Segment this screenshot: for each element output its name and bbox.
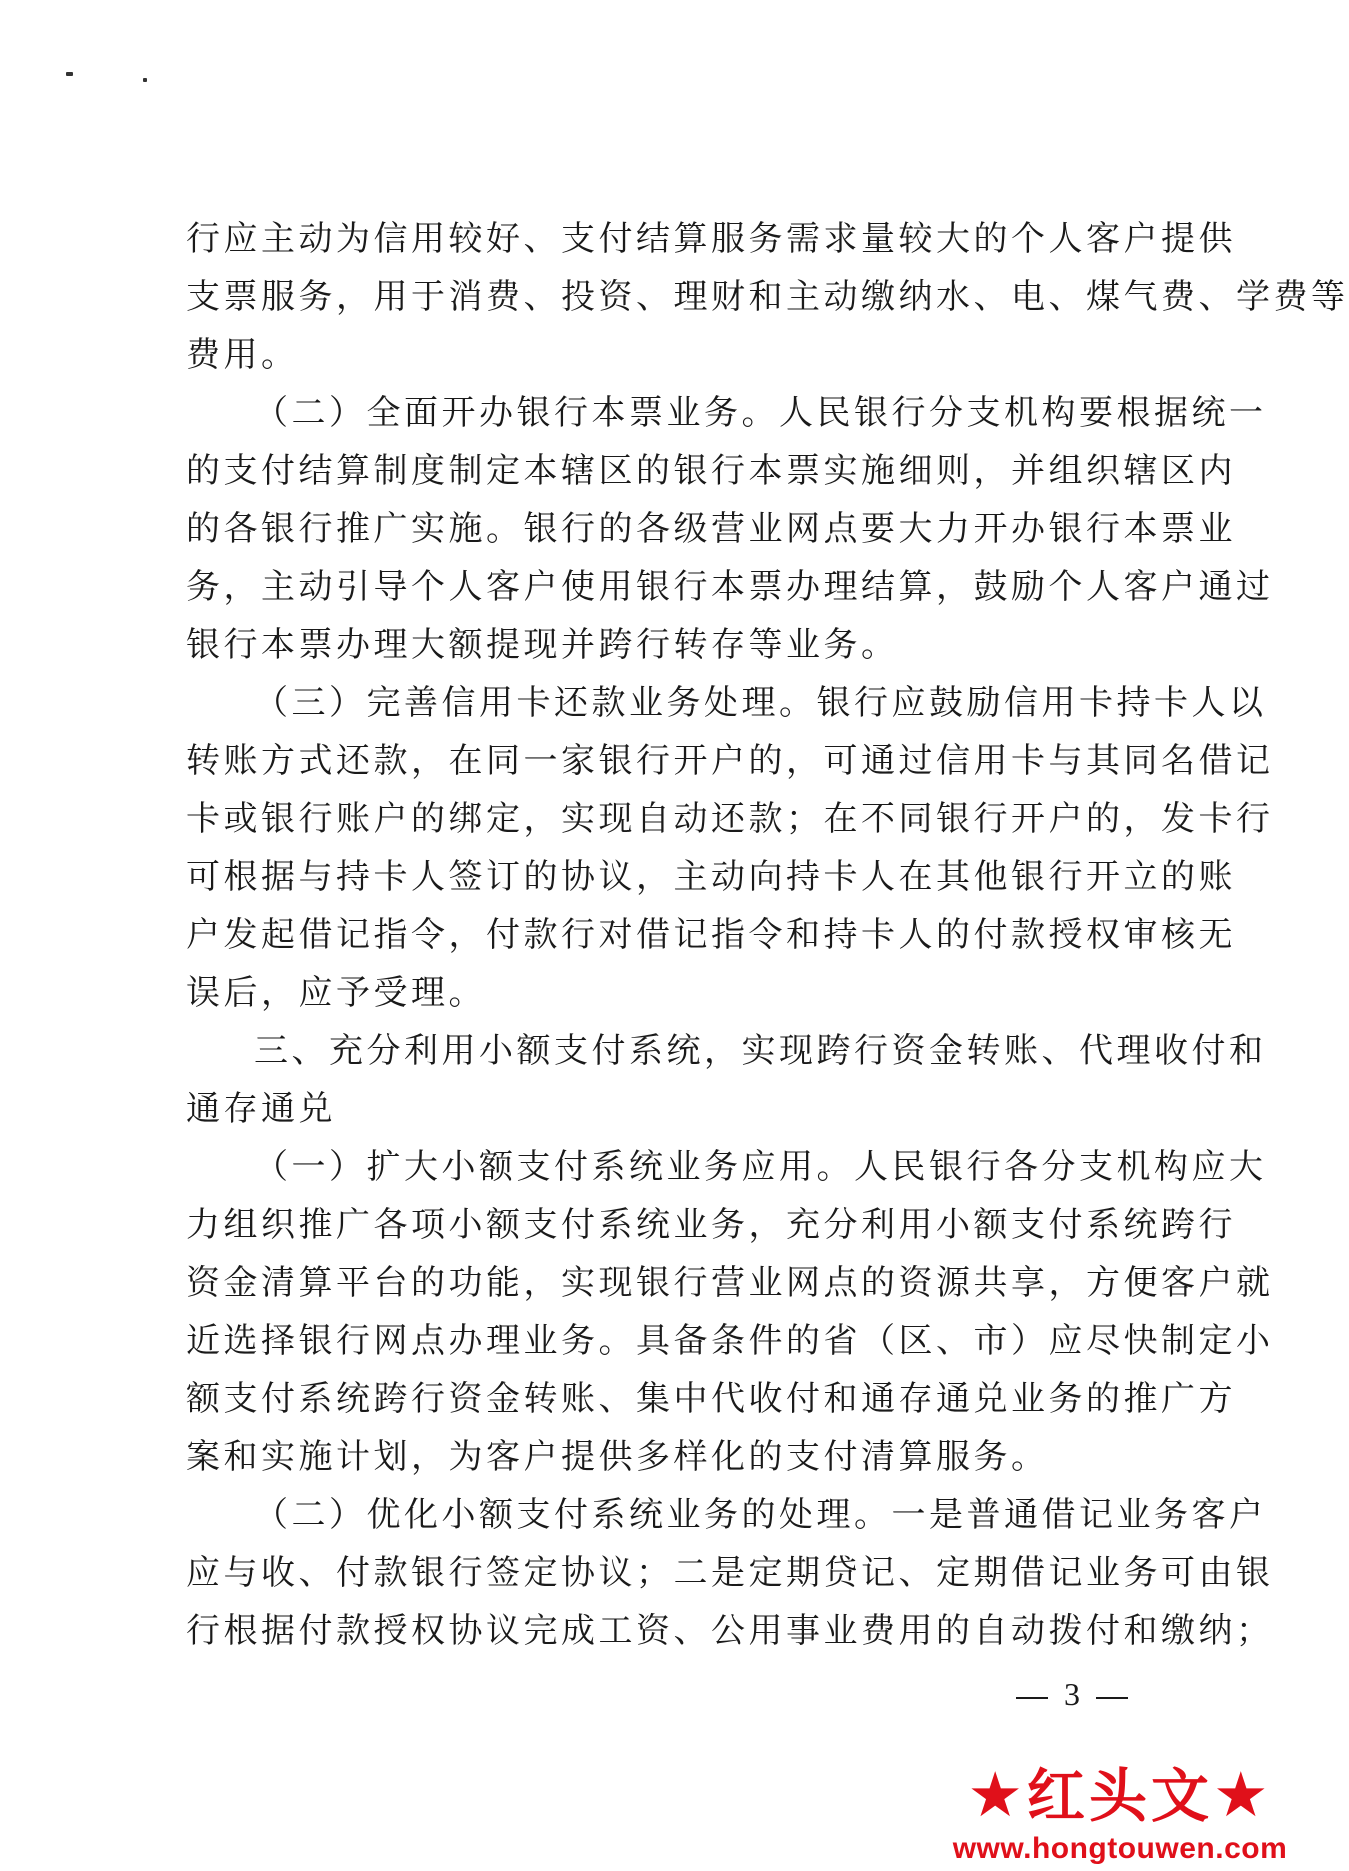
star-icon: ★ (1213, 1758, 1273, 1831)
paragraph (186, 674, 1274, 1022)
dash-left (1016, 1697, 1048, 1699)
text-line: （二）全面开办银行本票业务。人民银行分支机构要根据统一 (254, 393, 1267, 433)
watermark-brand: 红头文 (1026, 1762, 1213, 1830)
watermark-url: www.hongtouwen.com (952, 1832, 1288, 1865)
text-line: 近选择银行网点办理业务。具备条件的省（区、市）应尽快制定小 (186, 1321, 1274, 1361)
dash-right (1096, 1697, 1128, 1699)
document-body (186, 210, 1349, 1660)
text-line: 的各银行推广实施。银行的各级营业网点要大力开办银行本票业 (186, 509, 1236, 549)
text-line: 误后，应予受理。 (186, 973, 486, 1013)
star-icon: ★ (967, 1758, 1027, 1831)
page-number-value: 3 (1064, 1676, 1080, 1712)
text-line: 户发起借记指令，付款行对借记指令和持卡人的付款授权审核无 (186, 915, 1236, 955)
text-line: 银行本票办理大额提现并跨行转存等业务。 (186, 625, 899, 665)
text-line: 行根据付款授权协议完成工资、公用事业费用的自动拨付和缴纳； (186, 1611, 1274, 1651)
paragraph (186, 1486, 1274, 1660)
text-line: 三、充分利用小额支付系统，实现跨行资金转账、代理收付和 (254, 1031, 1267, 1071)
watermark-title (930, 1760, 1310, 1831)
text-line: 卡或银行账户的绑定，实现自动还款；在不同银行开户的，发卡行 (186, 799, 1274, 839)
text-line: 案和实施计划，为客户提供多样化的支付清算服务。 (186, 1437, 1049, 1477)
text-line: 行应主动为信用较好、支付结算服务需求量较大的个人客户提供 (186, 219, 1236, 259)
section-heading (186, 1022, 1267, 1138)
text-line: 可根据与持卡人签订的协议，主动向持卡人在其他银行开立的账 (186, 857, 1236, 897)
paragraph (186, 210, 1349, 384)
text-line: 通存通兑 (186, 1089, 336, 1129)
watermark (930, 1760, 1310, 1867)
text-line: 费用。 (186, 335, 299, 375)
scan-speck (143, 78, 147, 82)
text-line: 应与收、付款银行签定协议；二是定期贷记、定期借记业务可由银 (186, 1553, 1274, 1593)
text-line: 支票服务，用于消费、投资、理财和主动缴纳水、电、煤气费、学费等 (186, 277, 1349, 317)
text-line: 的支付结算制度制定本辖区的银行本票实施细则，并组织辖区内 (186, 451, 1236, 491)
text-line: 资金清算平台的功能，实现银行营业网点的资源共享，方便客户就 (186, 1263, 1274, 1303)
text-line: 务，主动引导个人客户使用银行本票办理结算，鼓励个人客户通过 (186, 567, 1274, 607)
text-line: （二）优化小额支付系统业务的处理。一是普通借记业务客户 (254, 1495, 1267, 1535)
text-line: 转账方式还款，在同一家银行开户的，可通过信用卡与其同名借记 (186, 741, 1274, 781)
text-line: 力组织推广各项小额支付系统业务，充分利用小额支付系统跨行 (186, 1205, 1236, 1245)
scan-speck (66, 72, 73, 76)
paragraph (186, 384, 1274, 674)
text-line: （一）扩大小额支付系统业务应用。人民银行各分支机构应大 (254, 1147, 1267, 1187)
text-line: 额支付系统跨行资金转账、集中代收付和通存通兑业务的推广方 (186, 1379, 1236, 1419)
paragraph (186, 1138, 1274, 1486)
page-number (1000, 1676, 1144, 1713)
text-line: （三）完善信用卡还款业务处理。银行应鼓励信用卡持卡人以 (254, 683, 1267, 723)
